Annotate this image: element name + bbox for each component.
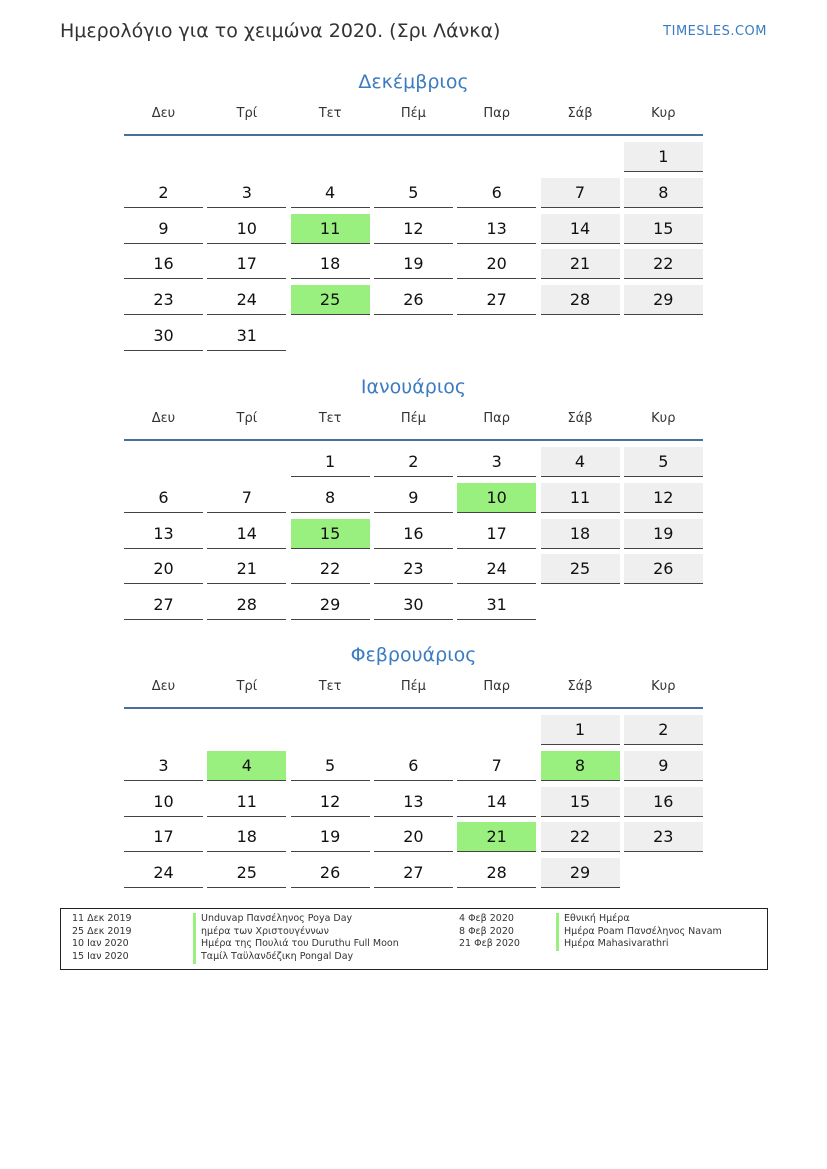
- day-cell: 5: [374, 178, 453, 208]
- month-title: Φεβρουάριος: [350, 644, 477, 666]
- day-cell: 19: [624, 519, 703, 549]
- day-cell: 23: [124, 285, 203, 315]
- holiday-day-cell: 8: [541, 751, 620, 781]
- day-cell: 24: [457, 554, 536, 584]
- weekday-header: [124, 669, 703, 709]
- day-cell: 13: [124, 519, 203, 549]
- legend-holiday-name: ημέρα των Χριστουγέννων: [193, 926, 329, 939]
- day-cell: 29: [541, 858, 620, 888]
- weekday-label: Δευ: [151, 679, 176, 694]
- day-cell: 26: [624, 554, 703, 584]
- day-cell: 16: [624, 787, 703, 817]
- day-cell: 8: [291, 483, 370, 513]
- month-january: [124, 373, 703, 615]
- weekday-label: Σάβ: [567, 106, 593, 121]
- holiday-legend: [60, 908, 768, 970]
- legend-date: 4 Φεβ 2020: [459, 913, 514, 924]
- page-title: Ημερολόγιο για το χειμώνα 2020. (Σρι Λάνκα): [60, 20, 501, 42]
- day-cell: 18: [291, 249, 370, 279]
- legend-holiday-name: Ημέρα Mahasivarathri: [556, 938, 669, 951]
- day-cell: 6: [124, 483, 203, 513]
- weekday-label: Σάβ: [567, 411, 593, 426]
- day-cell: 14: [207, 519, 286, 549]
- weekday-label: Τετ: [318, 679, 342, 694]
- holiday-day-cell: 21: [457, 822, 536, 852]
- day-cell: 1: [291, 447, 370, 477]
- weekday-label: Πέμ: [400, 106, 426, 121]
- day-cell: 22: [624, 249, 703, 279]
- day-cell: 15: [624, 214, 703, 244]
- day-cell: 23: [624, 822, 703, 852]
- weekday-label: Τρί: [236, 411, 258, 426]
- legend-date: 21 Φεβ 2020: [459, 938, 520, 950]
- weekday-label: Κυρ: [651, 106, 676, 121]
- day-cell: 7: [541, 178, 620, 208]
- weekday-label: Παρ: [483, 411, 510, 426]
- day-cell: 9: [624, 751, 703, 781]
- day-cell: 30: [124, 321, 203, 351]
- day-cell: 5: [624, 447, 703, 477]
- day-cell: 12: [291, 787, 370, 817]
- holiday-day-cell: 4: [207, 751, 286, 781]
- day-cell: 13: [374, 787, 453, 817]
- legend-holiday-name: Εθνική Ημέρα: [556, 913, 630, 926]
- brand-link[interactable]: TIMESLES.COM: [663, 24, 767, 39]
- holiday-day-cell: 10: [457, 483, 536, 513]
- day-cell: 10: [207, 214, 286, 244]
- weekday-label: Τρί: [236, 106, 258, 121]
- day-cell: 15: [541, 787, 620, 817]
- holiday-day-cell: 25: [291, 285, 370, 315]
- day-cell: 29: [624, 285, 703, 315]
- legend-date: 25 Δεκ 2019: [72, 925, 132, 937]
- day-cell: 22: [541, 822, 620, 852]
- day-cell: 26: [291, 858, 370, 888]
- holiday-day-cell: 15: [291, 519, 370, 549]
- weekday-label: Κυρ: [651, 411, 676, 426]
- month-title: Ιανουάριος: [360, 376, 467, 398]
- day-cell: 19: [291, 822, 370, 852]
- day-cell: 29: [291, 590, 370, 620]
- weekday-label: Τετ: [318, 411, 342, 426]
- weekday-label: Σάβ: [567, 679, 593, 694]
- weekday-label: Παρ: [483, 679, 510, 694]
- month-february: [124, 641, 703, 883]
- weekday-label: Πέμ: [400, 679, 426, 694]
- day-cell: 1: [541, 715, 620, 745]
- day-cell: 24: [207, 285, 286, 315]
- day-cell: 9: [374, 483, 453, 513]
- legend-date: 11 Δεκ 2019: [72, 913, 132, 924]
- day-cell: 25: [541, 554, 620, 584]
- day-cell: 6: [457, 178, 536, 208]
- day-cell: 20: [124, 554, 203, 584]
- day-cell: 23: [374, 554, 453, 584]
- day-cell: 2: [374, 447, 453, 477]
- day-cell: 4: [541, 447, 620, 477]
- day-cell: 22: [291, 554, 370, 584]
- holiday-day-cell: 11: [291, 214, 370, 244]
- day-cell: 3: [124, 751, 203, 781]
- legend-date: 15 Ιαν 2020: [72, 951, 129, 963]
- day-cell: 2: [124, 178, 203, 208]
- legend-holiday-name: Ταμίλ Ταϋλανδέζικη Pongal Day: [193, 951, 353, 964]
- month-title: Δεκέμβριος: [358, 71, 469, 93]
- day-cell: 18: [541, 519, 620, 549]
- day-cell: 14: [457, 787, 536, 817]
- day-cell: 28: [457, 858, 536, 888]
- day-cell: 16: [374, 519, 453, 549]
- weekday-header: [124, 96, 703, 136]
- legend-holiday-name: Ημέρα Poam Πανσέληνος Navam: [556, 926, 722, 939]
- weekday-label: Τρί: [236, 679, 258, 694]
- day-cell: 30: [374, 590, 453, 620]
- day-cell: 9: [124, 214, 203, 244]
- day-cell: 12: [624, 483, 703, 513]
- day-cell: 26: [374, 285, 453, 315]
- day-cell: 31: [207, 321, 286, 351]
- weekday-label: Πέμ: [400, 411, 426, 426]
- day-cell: 27: [124, 590, 203, 620]
- weekday-label: Δευ: [151, 106, 176, 121]
- day-cell: 8: [624, 178, 703, 208]
- weekday-label: Κυρ: [651, 679, 676, 694]
- day-cell: 11: [207, 787, 286, 817]
- day-cell: 1: [624, 142, 703, 172]
- day-cell: 7: [207, 483, 286, 513]
- legend-holiday-name: Ημέρα της Πουλιά του Duruthu Full Moon: [193, 938, 399, 951]
- day-cell: 11: [541, 483, 620, 513]
- month-december: [124, 68, 703, 345]
- day-cell: 28: [541, 285, 620, 315]
- day-cell: 7: [457, 751, 536, 781]
- day-cell: 5: [291, 751, 370, 781]
- day-cell: 4: [291, 178, 370, 208]
- day-cell: 6: [374, 751, 453, 781]
- day-cell: 20: [457, 249, 536, 279]
- day-cell: 17: [207, 249, 286, 279]
- legend-date: 10 Ιαν 2020: [72, 938, 129, 950]
- day-cell: 24: [124, 858, 203, 888]
- weekday-label: Δευ: [151, 411, 176, 426]
- day-cell: 2: [624, 715, 703, 745]
- weekday-label: Παρ: [483, 106, 510, 121]
- day-cell: 21: [207, 554, 286, 584]
- day-cell: 17: [457, 519, 536, 549]
- day-cell: 31: [457, 590, 536, 620]
- day-cell: 17: [124, 822, 203, 852]
- day-cell: 16: [124, 249, 203, 279]
- day-cell: 27: [457, 285, 536, 315]
- day-cell: 13: [457, 214, 536, 244]
- day-cell: 18: [207, 822, 286, 852]
- day-cell: 14: [541, 214, 620, 244]
- day-cell: 27: [374, 858, 453, 888]
- day-cell: 25: [207, 858, 286, 888]
- day-cell: 19: [374, 249, 453, 279]
- day-cell: 3: [207, 178, 286, 208]
- legend-date: 8 Φεβ 2020: [459, 925, 514, 937]
- day-cell: 20: [374, 822, 453, 852]
- weekday-label: Τετ: [318, 106, 342, 121]
- day-cell: 28: [207, 590, 286, 620]
- day-cell: 21: [541, 249, 620, 279]
- legend-holiday-name: Unduvap Πανσέληνος Poya Day: [193, 913, 352, 926]
- day-cell: 10: [124, 787, 203, 817]
- day-cell: 12: [374, 214, 453, 244]
- day-cell: 3: [457, 447, 536, 477]
- weekday-header: [124, 401, 703, 441]
